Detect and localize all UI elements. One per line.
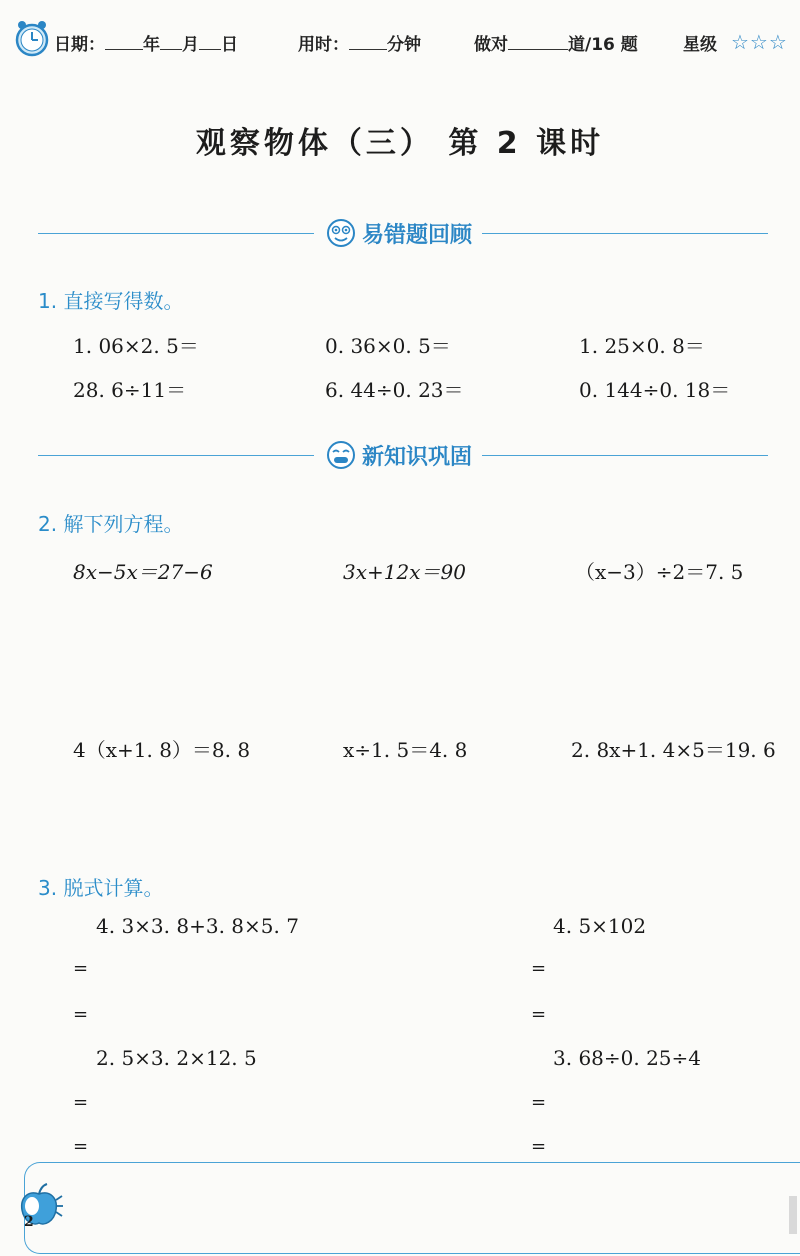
month-label: 月 (182, 35, 199, 55)
q1-item: 1. 25×0. 8＝ (579, 334, 705, 358)
q2-equation: 4（x+1. 8）＝8. 8 (73, 738, 251, 762)
q2-equation: x÷1. 5＝4. 8 (343, 738, 468, 762)
q2-equation: （x−3）÷2＝7. 5 (575, 560, 744, 584)
q2-equation: 3x+12x＝90 (343, 560, 466, 584)
month-blank[interactable] (160, 35, 182, 50)
equals-sign: = (73, 1004, 89, 1025)
mascot-icon (324, 216, 358, 250)
correct-field (474, 30, 638, 55)
footer-frame (24, 1162, 800, 1254)
rating-label: 星级 (683, 35, 717, 55)
new-knowledge-title: 新知识巩固 (362, 444, 473, 470)
equals-sign: = (531, 1004, 547, 1025)
year-label: 年 (143, 35, 160, 55)
equals-sign: = (531, 1136, 547, 1157)
q1-item: 6. 44÷0. 23＝ (325, 378, 464, 402)
equals-sign: = (73, 1136, 89, 1157)
day-label: 日 (221, 35, 238, 55)
page-title: 观察物体（三） 第 2 课时 (195, 126, 605, 161)
q1-item: 1. 06×2. 5＝ (73, 334, 199, 358)
q3-expression: 3. 68÷0. 25÷4 (553, 1046, 702, 1070)
question-3-heading: 3. 脱式计算。 (38, 876, 164, 900)
day-blank[interactable] (199, 35, 221, 50)
equals-sign: = (73, 1092, 89, 1113)
date-field (54, 30, 238, 55)
date-label: 日期： (54, 35, 105, 55)
correct-blank[interactable] (508, 35, 568, 50)
q3-expression: 2. 5×3. 2×12. 5 (96, 1046, 257, 1070)
correct-label: 做对 (474, 35, 508, 55)
q1-item: 0. 36×0. 5＝ (325, 334, 451, 358)
worksheet-header (0, 0, 800, 70)
apple-page-badge-icon (14, 1180, 64, 1230)
total-label: 道/16 题 (568, 35, 638, 55)
alarm-clock-icon (14, 18, 50, 58)
page-number: 2 (24, 1214, 34, 1230)
q2-equation: 8x−5x＝27−6 (73, 560, 213, 584)
q1-item: 28. 6÷11＝ (73, 378, 187, 402)
time-field (298, 30, 421, 55)
equals-sign: = (531, 958, 547, 979)
minute-label: 分钟 (387, 35, 421, 55)
question-1-heading: 1. 直接写得数。 (38, 289, 184, 313)
time-blank[interactable] (349, 35, 387, 50)
q1-item: 0. 144÷0. 18＝ (579, 378, 731, 402)
q2-equation: 2. 8x+1. 4×5＝19. 6 (571, 738, 776, 762)
page-edge (789, 1196, 797, 1234)
equals-sign: = (531, 1092, 547, 1113)
time-label: 用时： (298, 35, 349, 55)
question-2-heading: 2. 解下列方程。 (38, 512, 184, 536)
q3-expression: 4. 3×3. 8+3. 8×5. 7 (96, 914, 299, 938)
review-banner (314, 216, 482, 250)
star-rating[interactable]: ☆☆☆ (731, 30, 788, 54)
q3-expression: 4. 5×102 (553, 914, 647, 938)
equals-sign: = (73, 958, 89, 979)
new-knowledge-banner (314, 438, 482, 472)
mascot-icon (324, 438, 358, 472)
year-blank[interactable] (105, 35, 143, 50)
review-title: 易错题回顾 (362, 222, 473, 248)
